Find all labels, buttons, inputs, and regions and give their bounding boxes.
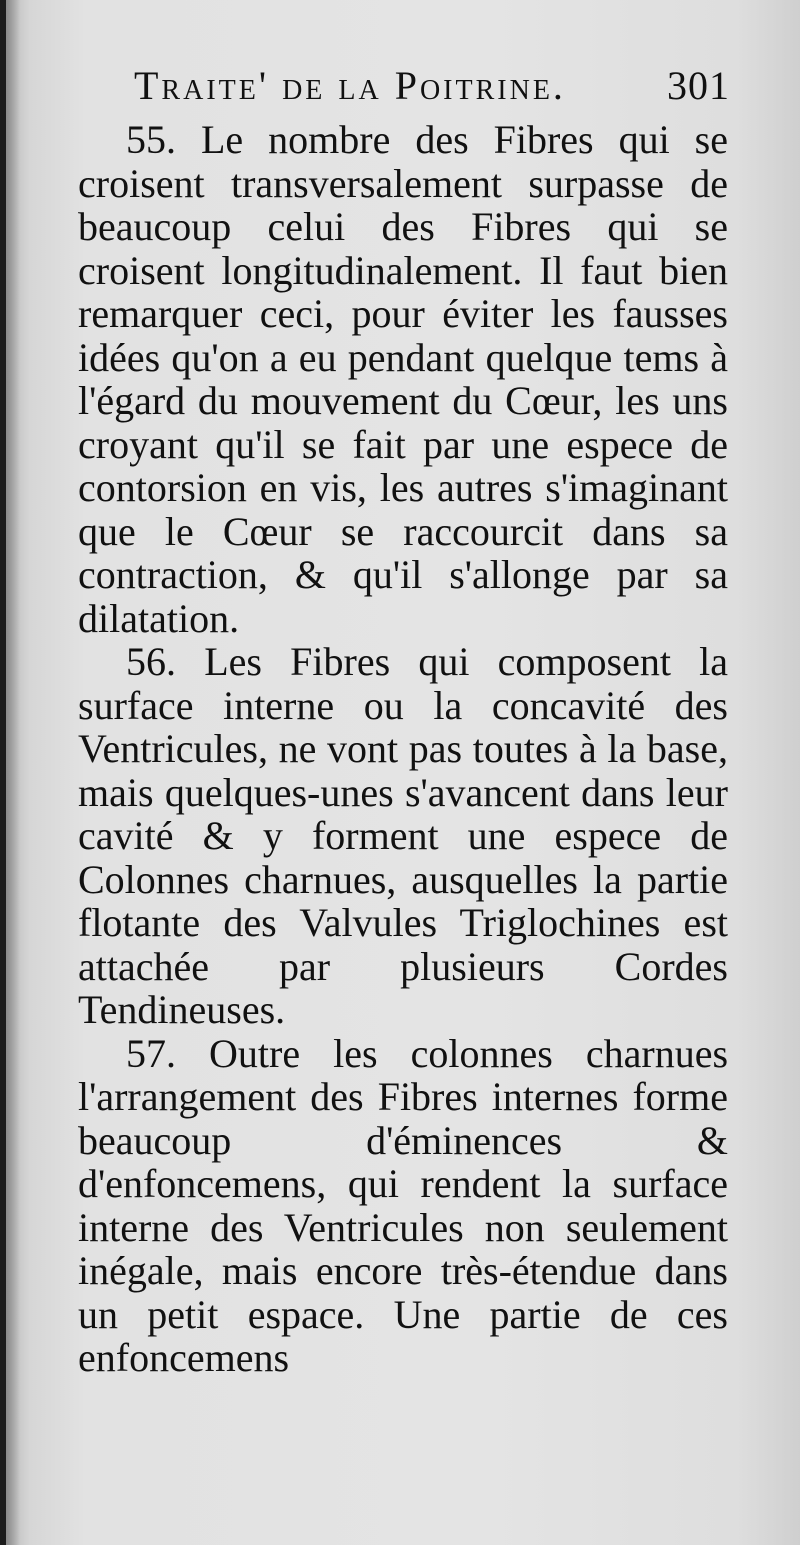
paragraph-text: Outre les colonnes charnues l'arrangement des Fibres internes forme beaucoup d'éminences & d'enfoncemens, qui rendent la surface interne des Ventricules non seulement inégale, mais encore très-étendue dans un petit espace. Une partie de ces enfoncemens [78, 1030, 729, 1380]
paragraph-number: 56. [126, 639, 176, 684]
paragraph-number: 55. [126, 117, 176, 162]
running-head [78, 62, 728, 118]
paragraph-57 [78, 1032, 728, 1380]
paragraph-55 [78, 118, 728, 640]
paragraph-56 [78, 640, 728, 1032]
page-number: 301 [667, 63, 730, 108]
paragraph-text: Les Fibres qui composent la surface interne ou la concavité des Ventricules, ne vont pas toutes à la base, mais quelques-unes s'avancent dans leur cavité & y forment une espece de Colonnes charnues, ausquelles la partie flotante des Valvules Triglochines est attachée par plusieurs Cordes Tendineuses. [78, 639, 729, 1032]
text-block [78, 62, 728, 1380]
paragraph-number: 57. [126, 1030, 176, 1076]
paragraph-text: Le nombre des Fibres qui se croisent transversalement surpasse de beaucoup celui des Fibres qui se croisent longitudinalement. Il faut bien remarquer ceci, pour éviter les fausses idées qu'on a eu pendant quelque tems à l'égard du mouvement du Cœur, les uns croyant qu'il se fait par une espece de contorsion en vis, les autres s'imaginant que le Cœur se raccourcit dans sa contraction, & qu'il s'allonge par sa dilatation. [78, 117, 728, 641]
book-page [6, 0, 800, 1545]
running-title: Traite' de la Poitrine. [134, 63, 566, 108]
